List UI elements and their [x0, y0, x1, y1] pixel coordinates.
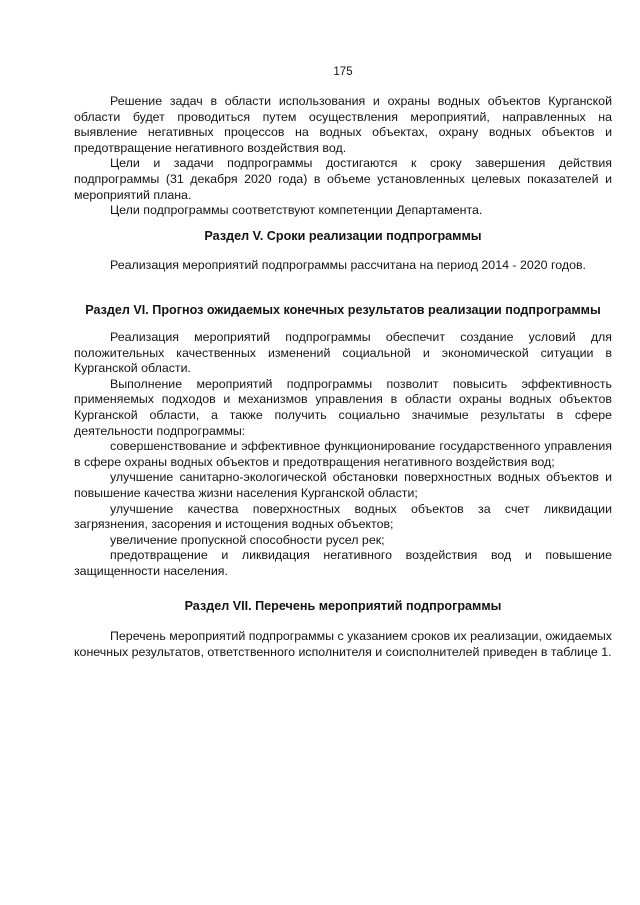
section-6-paragraph-5: улучшение качества поверхностных водных объектов за счет ликвидации загрязнения, засорения и истощения водных объектов;: [74, 501, 612, 532]
intro-paragraph-1: Решение задач в области использования и охраны водных объектов Курганской области будет проводиться путем осуществления мероприятий, направленных на выявление негативных процессов на водных объектах, охрану водных объектов и предотвращение негативного воздействия вод.: [74, 94, 612, 155]
section-6-paragraph-4: улучшение санитарно-экологической обстановки поверхностных водных объектов и повышение качества жизни населения Курганской области;: [74, 470, 612, 500]
section-6-paragraph-7: предотвращение и ликвидация негативного воздействия вод и повышение защищенности населения.: [74, 548, 612, 578]
section-6-paragraph-6: увеличение пропускной способности русел рек;: [110, 532, 385, 547]
section-6-paragraph-1: Реализация мероприятий подпрограммы обеспечит создание условий для положительных качественных изменений социальной и экономической ситуации в Курганской области.: [74, 330, 612, 376]
section-6-paragraph-3: совершенствование и эффективное функционирование государственного управления в сфере охраны водных объектов и предотвращения негативного воздействия вод;: [74, 439, 612, 469]
section-7-paragraph-1: Перечень мероприятий подпрограммы с указанием сроков их реализации, ожидаемых конечных результатов, ответственного исполнителя и соисполнителей приведен в таблице 1.: [74, 629, 612, 659]
intro-paragraph-3: Цели подпрограммы соответствуют компетенции Департамента.: [110, 203, 483, 218]
page-number: 175: [333, 66, 353, 78]
section-6-paragraph-2: Выполнение мероприятий подпрограммы позволит повысить эффективность применяемых подходов и механизмов управления в области охраны водных объектов Курганской области, а также получить социально значимые результаты в сфере деятельности подпрограммы:: [74, 376, 612, 438]
section-7-body: [74, 629, 612, 660]
document-page: [74, 0, 612, 905]
section-6-heading: Раздел VI. Прогноз ожидаемых конечных результатов реализации подпрограммы: [85, 303, 601, 317]
intro-block: [74, 94, 612, 219]
section-5-heading: Раздел V. Сроки реализации подпрограммы: [204, 229, 482, 243]
section-6-body: [74, 330, 612, 580]
section-7-heading: Раздел VII. Перечень мероприятий подпрограммы: [184, 599, 502, 613]
section-5-body: [74, 258, 612, 274]
section-5-paragraph-1: Реализация мероприятий подпрограммы рассчитана на период 2014 - 2020 годов.: [110, 258, 587, 272]
intro-paragraph-2: Цели и задачи подпрограммы достигаются к сроку завершения действия подпрограммы (31 декабря 2020 года) в объеме установленных целевых показателей и мероприятий плана.: [74, 156, 612, 202]
